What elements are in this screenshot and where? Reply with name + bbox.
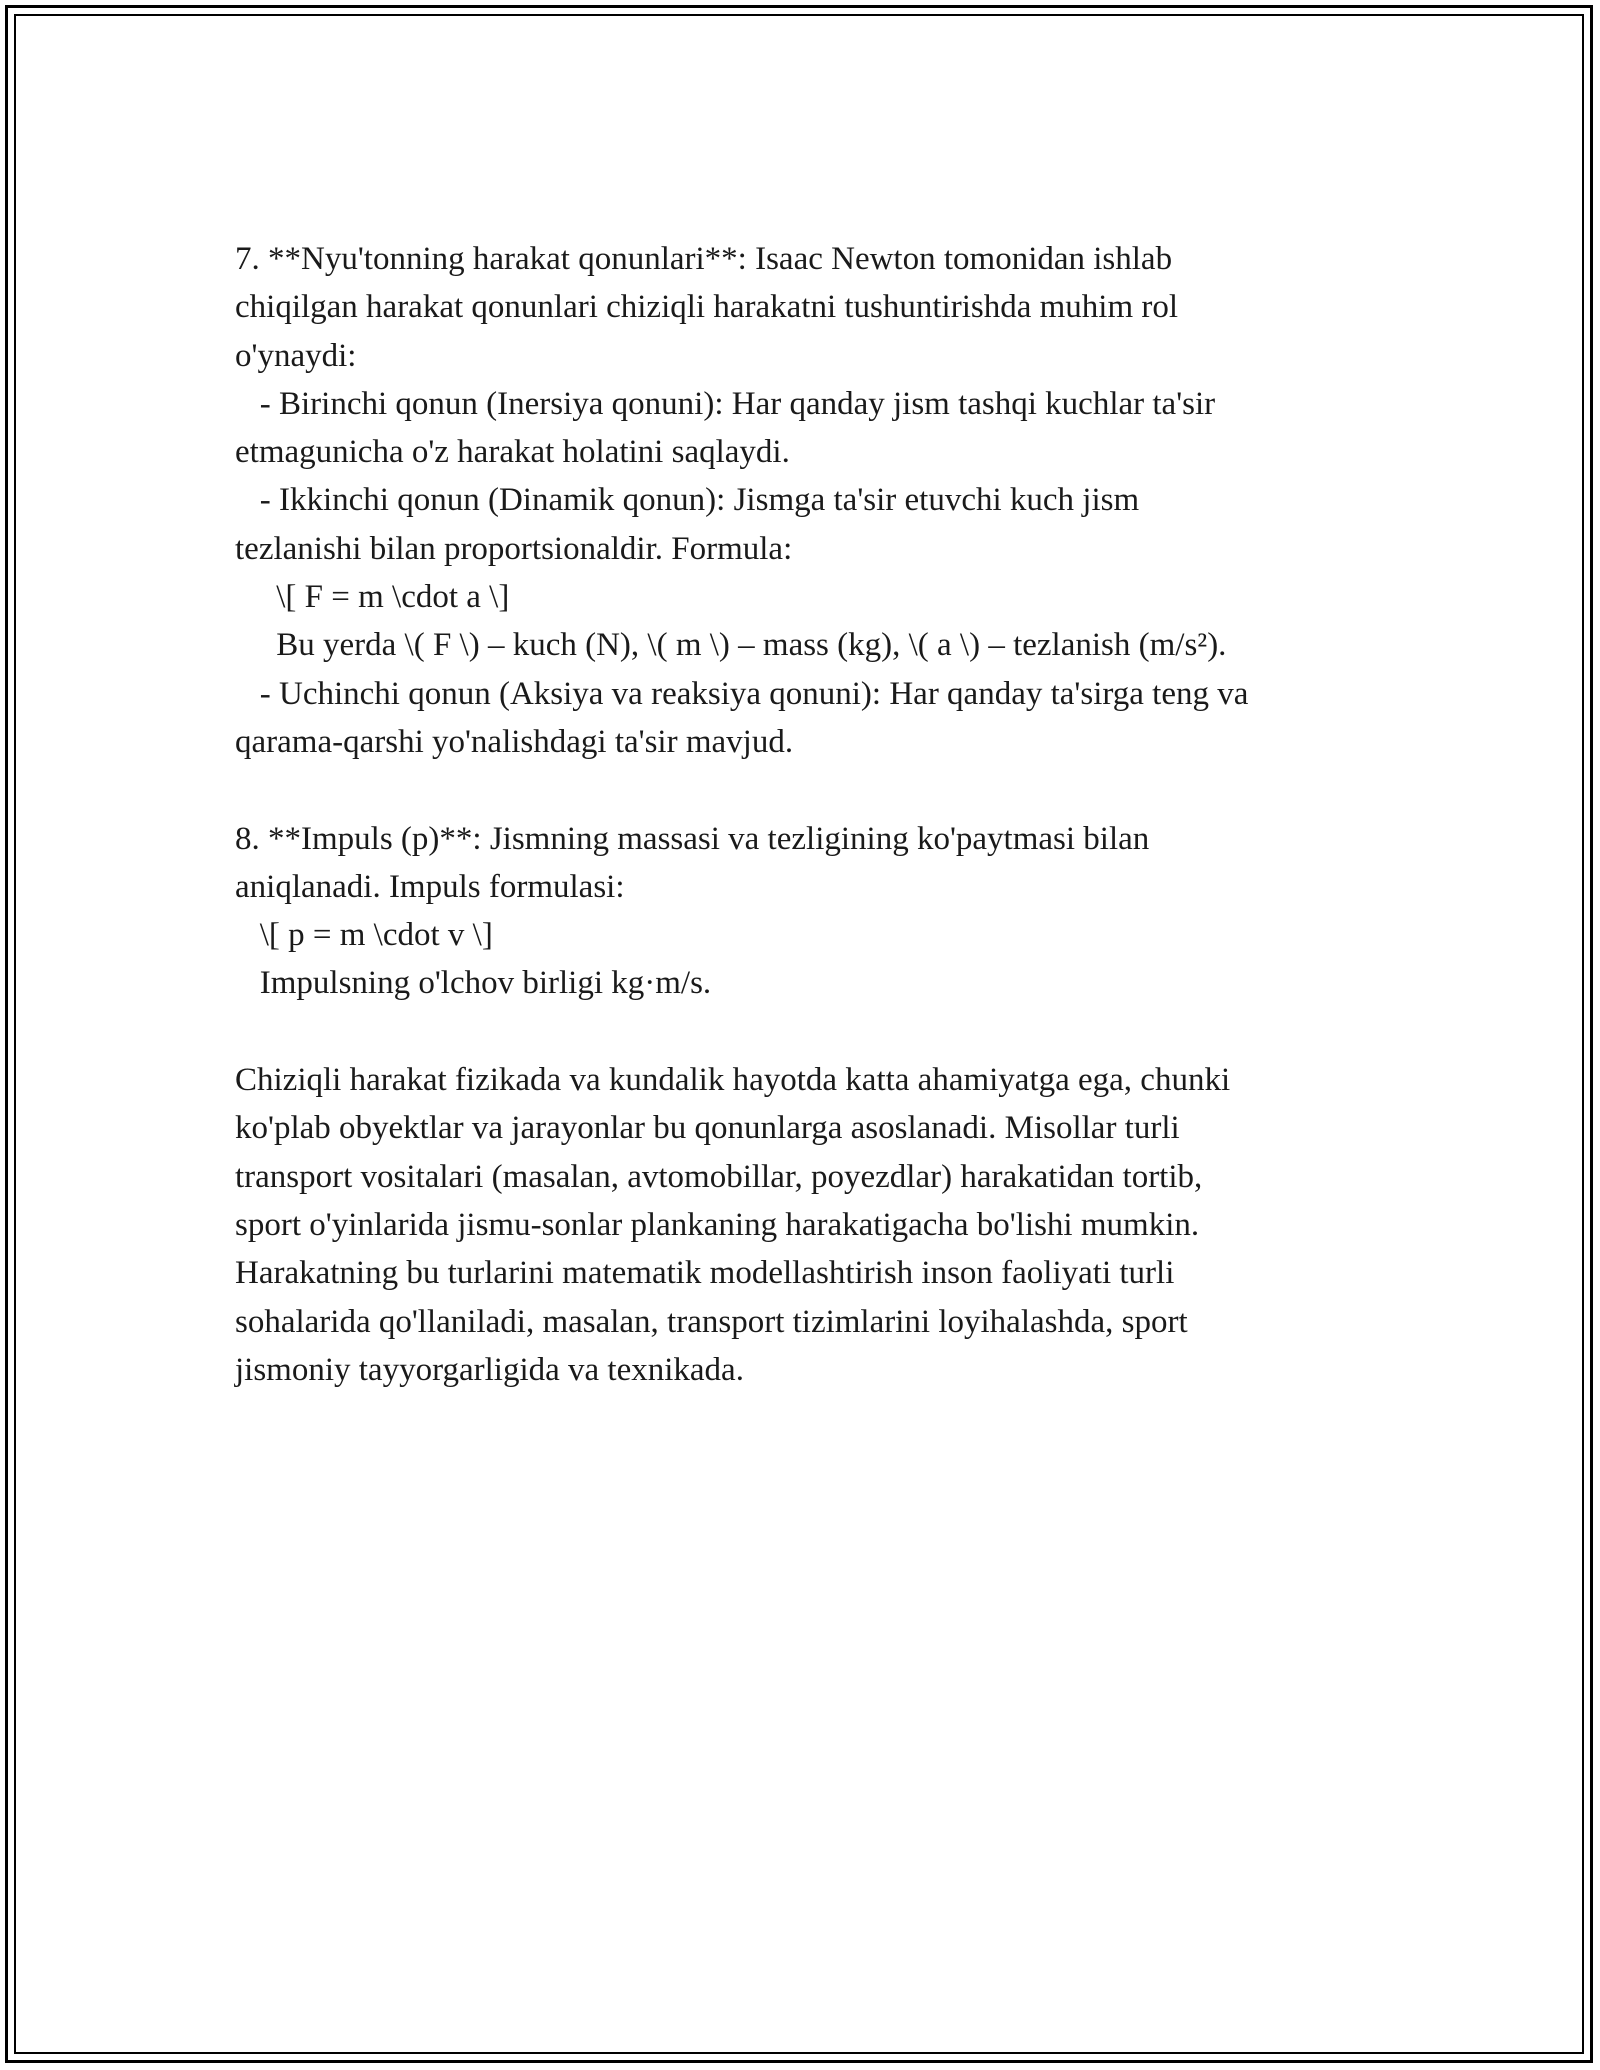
text-line: sohalarida qo'llaniladi, masalan, transport tizimlarini loyihalashda, sport bbox=[235, 1303, 1188, 1340]
section-impulse bbox=[235, 815, 1395, 1008]
text-line: sport o'yinlarida jismu-sonlar plankaning harakatigacha bo'lishi mumkin. bbox=[235, 1206, 1200, 1243]
text-line: etmagunicha o'z harakat holatini saqlaydi. bbox=[235, 434, 790, 471]
text-line: o'ynaydi: bbox=[235, 337, 357, 374]
formula-line: \[ F = m \cdot a \] bbox=[235, 579, 510, 616]
text-line: ko'plab obyektlar va jarayonlar bu qonunlarga asoslanadi. Misollar turli bbox=[235, 1110, 1180, 1147]
formula-explanation-line: Bu yerda \( F \) – kuch (N), \( m \) – mass (kg), \( a \) – tezlanish (m/s²). bbox=[235, 627, 1227, 664]
text-line: - Uchinchi qonun (Aksiya va reaksiya qonuni): Har qanday ta'sirga teng va bbox=[235, 675, 1249, 712]
text-line: Harakatning bu turlarini matematik modellashtirish inson faoliyati turli bbox=[235, 1255, 1175, 1292]
text-line: transport vositalari (masalan, avtomobillar, poyezdlar) harakatidan tortib, bbox=[235, 1158, 1203, 1195]
text-line: 8. **Impuls (p)**: Jismning massasi va tezligining ko'paytmasi bilan bbox=[235, 820, 1150, 857]
text-line: - Birinchi qonun (Inersiya qonuni): Har qanday jism tashqi kuchlar ta'sir bbox=[235, 385, 1216, 422]
text-line: - Ikkinchi qonun (Dinamik qonun): Jismga ta'sir etuvchi kuch jism bbox=[235, 482, 1140, 519]
section-conclusion bbox=[235, 1056, 1395, 1394]
text-line: qarama-qarshi yo'nalishdagi ta'sir mavjud. bbox=[235, 723, 794, 760]
text-line: 7. **Nyu'tonning harakat qonunlari**: Isaac Newton tomonidan ishlab bbox=[235, 241, 1173, 277]
text-line: Impulsning o'lchov birligi kg·m/s. bbox=[235, 965, 712, 1002]
text-line: chiqilgan harakat qonunlari chiziqli harakatni tushuntirishda muhim rol bbox=[235, 289, 1179, 326]
formula-line: \[ p = m \cdot v \] bbox=[235, 917, 493, 954]
text-line: aniqlanadi. Impuls formulasi: bbox=[235, 868, 625, 905]
text-line: Chiziqli harakat fizikada va kundalik hayotda katta ahamiyatga ega, chunki bbox=[235, 1062, 1231, 1099]
text-line: tezlanishi bilan proportsionaldir. Formula: bbox=[235, 530, 793, 567]
paragraph-gap bbox=[235, 766, 1395, 814]
document-body bbox=[235, 235, 1395, 1394]
section-newton-laws bbox=[235, 235, 1395, 766]
paragraph-gap bbox=[235, 1008, 1395, 1056]
text-line: jismoniy tayyorgarligida va texnikada. bbox=[235, 1351, 744, 1388]
